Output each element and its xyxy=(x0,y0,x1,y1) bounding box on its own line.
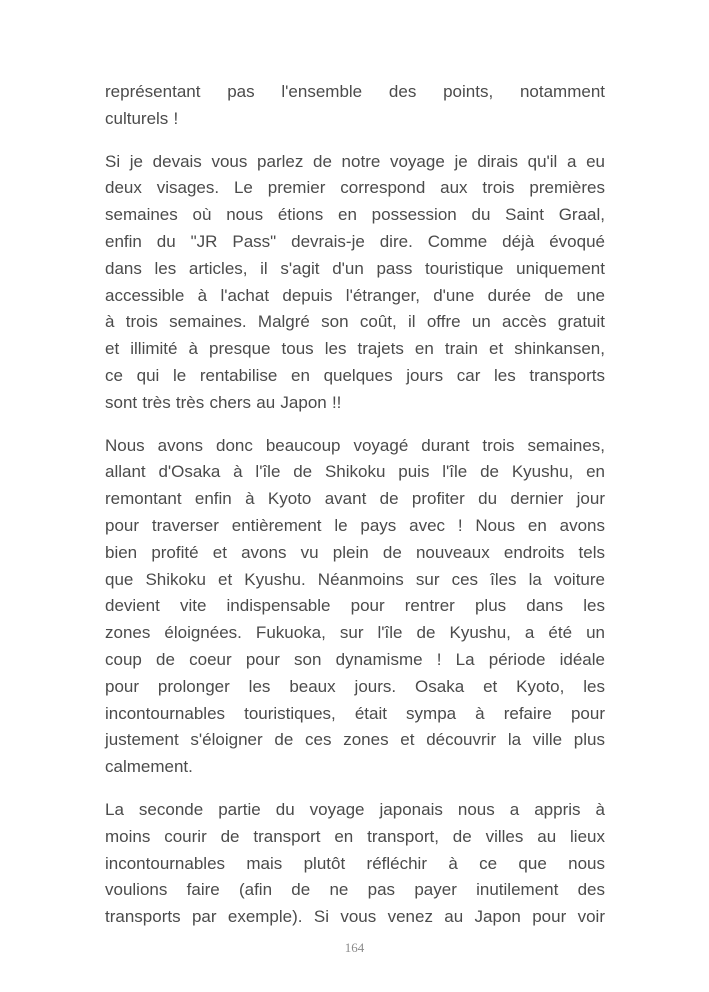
paragraph xyxy=(105,149,605,417)
text-line: représentant pas l'ensemble des points, notamment xyxy=(105,82,605,101)
text-line: incontournables mais plutôt réfléchir à ce que nous xyxy=(105,853,605,873)
text-line: pour prolonger les beaux jours. Osaka et Kyoto, les xyxy=(105,676,605,696)
text-line: transports par exemple). Si vous venez au Japon pour voir xyxy=(105,907,605,927)
text-line: ce qui le rentabilise en quelques jours car les transports xyxy=(105,365,605,385)
text-line: dans les articles, il s'agit d'un pass touristique uniquement xyxy=(105,258,605,278)
text-line: calmement. xyxy=(105,757,193,777)
paragraph xyxy=(105,79,605,133)
text-line: allant d'Osaka à l'île de Shikoku puis l'île de Kyushu, en xyxy=(105,462,605,482)
text-line: bien profité et avons vu plein de nouveaux endroits tels xyxy=(105,542,605,562)
paragraph xyxy=(105,433,605,781)
text-line: incontournables touristiques, était sympa à refaire pour xyxy=(105,703,605,723)
text-line: La seconde partie du voyage japonais nous a appris à xyxy=(105,799,605,819)
text-line: accessible à l'achat depuis l'étranger, d'une durée de une xyxy=(105,285,605,305)
page-number: 164 xyxy=(344,940,365,955)
text-line: Si je devais vous parlez de notre voyage je dirais qu'il a eu xyxy=(105,151,605,171)
text-line: coup de coeur pour son dynamisme ! La période idéale xyxy=(105,649,605,669)
text-line: moins courir de transport en transport, de villes au lieux xyxy=(105,826,605,846)
text-line: voulions faire (afin de ne pas payer inutilement des xyxy=(105,880,605,900)
text-line: enfin du "JR Pass" devrais-je dire. Comme déjà évoqué xyxy=(105,231,605,251)
text-line: pour traverser entièrement le pays avec ! Nous en avons xyxy=(105,515,605,535)
text-line: deux visages. Le premier correspond aux trois premières xyxy=(105,178,605,198)
text-line: que Shikoku et Kyushu. Néanmoins sur ces îles la voiture xyxy=(105,569,605,589)
text-line: zones éloignées. Fukuoka, sur l'île de Kyushu, a été un xyxy=(105,623,605,643)
text-line: justement s'éloigner de ces zones et découvrir la ville plus xyxy=(105,730,605,750)
text-line: culturels ! xyxy=(105,108,179,128)
text-line: sont très très chers au Japon !! xyxy=(105,392,342,412)
text-line: remontant enfin à Kyoto avant de profiter du dernier jour xyxy=(105,489,605,509)
page-text-block xyxy=(105,79,605,947)
text-line: à trois semaines. Malgré son coût, il offre un accès gratuit xyxy=(105,312,605,332)
text-line: devient vite indispensable pour rentrer plus dans les xyxy=(105,596,605,616)
text-line: semaines où nous étions en possession du Saint Graal, xyxy=(105,205,605,225)
text-line: Nous avons donc beaucoup voyagé durant trois semaines, xyxy=(105,435,605,455)
text-line: et illimité à presque tous les trajets en train et shinkansen, xyxy=(105,339,605,359)
paragraph xyxy=(105,797,605,931)
